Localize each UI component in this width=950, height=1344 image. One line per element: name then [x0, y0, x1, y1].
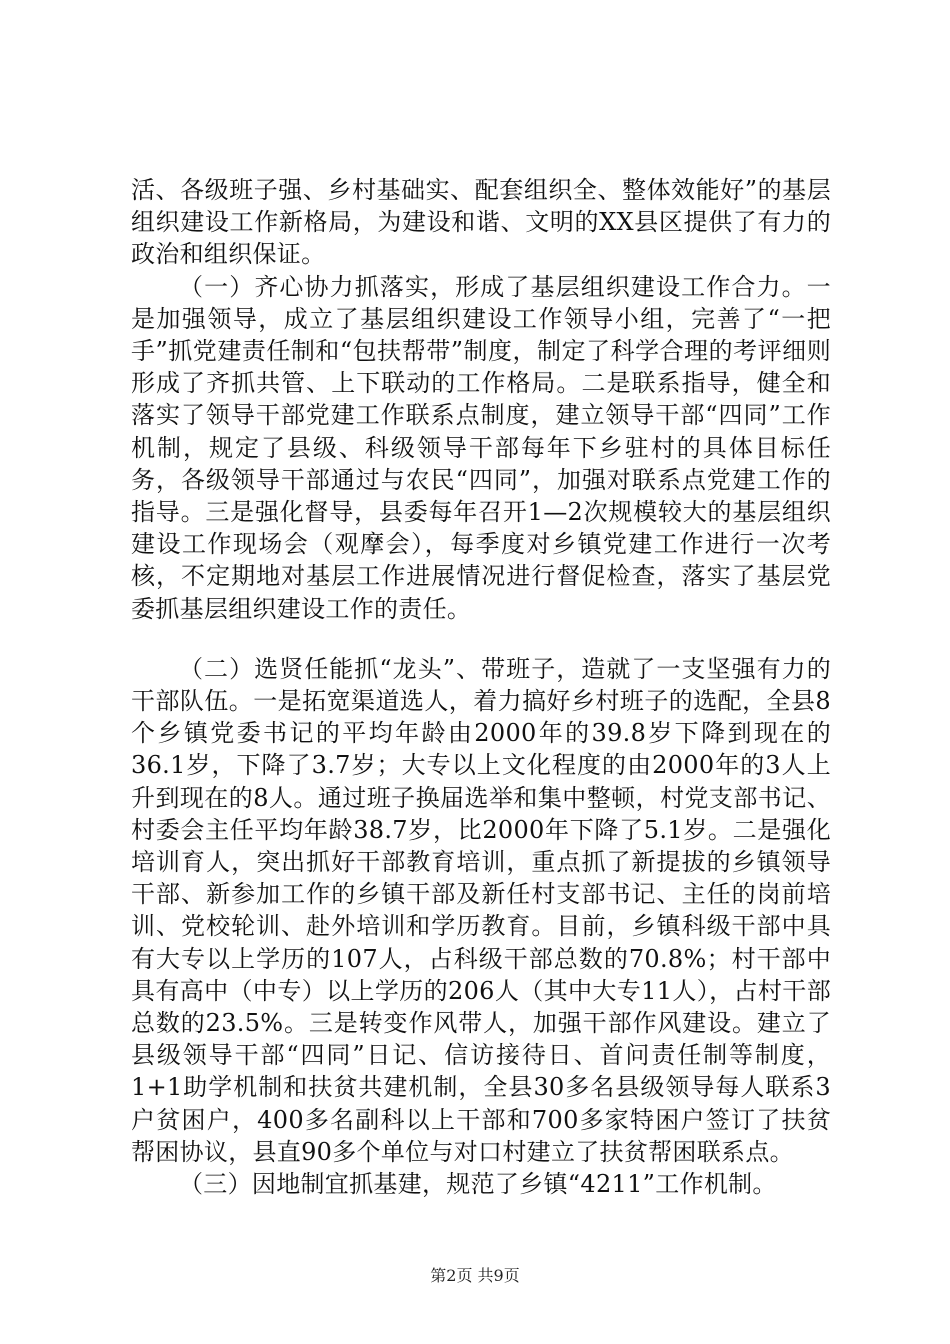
document-body [131, 174, 831, 1200]
paragraph-section-three: （三）因地制宜抓基建，规范了乡镇“4211”工作机制。 [179, 1170, 777, 1199]
paragraph-section-two: （二）选贤任能抓“龙头”、带班子，造就了一支坚强有力的干部队伍。一是拓宽渠道选人，着力搞好乡村班子的选配，全县8个乡镇党委书记的平均年龄由2000年的39.8岁下降到现在的36.1岁，下降了3.7岁；大专以上文化程度的由2000年的3人上升到现在的8人。通过班子换届选举和集中整顿，村党支部书记、村委会主任平均年龄38.7岁，比2000年下降了5.1岁。二是强化培训育人，突出抓好干部教育培训，重点抓了新提拔的乡镇领导干部、新参加工作的乡镇干部及新任村支部书记、主任的岗前培训、党校轮训、赴外培训和学历教育。目前，乡镇科级干部中具有大专以上学历的107人，占科级干部总数的70.8%；村干部中具有高中（中专）以上学历的206人（其中大专11人），占村干部总数的23.5%。三是转变作风带人，加强干部作风建设。建立了县级领导干部“四同”日记、信访接待日、首问责任制等制度，1+1助学机制和扶贫共建机制，全县30多名县级领导每人联系3户贫困户，400多名副科以上干部和700多家特困户签订了扶贫帮困协议，县直90多个单位与对口村建立了扶贫帮困联系点。 [131, 654, 831, 1166]
paragraph-section-one: （一）齐心协力抓落实，形成了基层组织建设工作合力。一是加强领导，成立了基层组织建设工作领导小组，完善了“一把手”抓党建责任制和“包扶帮带”制度，制定了科学合理的考评细则形成了齐抓共管、上下联动的工作格局。二是联系指导，健全和落实了领导干部党建工作联系点制度，建立领导干部“四同”工作机制，规定了县级、科级领导干部每年下乡驻村的具体目标任务，各级领导干部通过与农民“四同”，加强对联系点党建工作的指导。三是强化督导，县委每年召开1—2次规模较大的基层组织建设工作现场会（观摩会），每季度对乡镇党建工作进行一次考核，不定期地对基层工作进展情况进行督促检查，落实了基层党委抓基层组织建设工作的责任。 [131, 272, 831, 623]
paragraph-continuation: 活、各级班子强、乡村基础实、配套组织全、整体效能好”的基层组织建设工作新格局，为建设和谐、文明的XX县区提供了有力的政治和组织保证。 [131, 176, 831, 269]
page-footer [0, 1266, 950, 1286]
page-number-indicator: 第2页 共9页 [430, 1266, 520, 1285]
